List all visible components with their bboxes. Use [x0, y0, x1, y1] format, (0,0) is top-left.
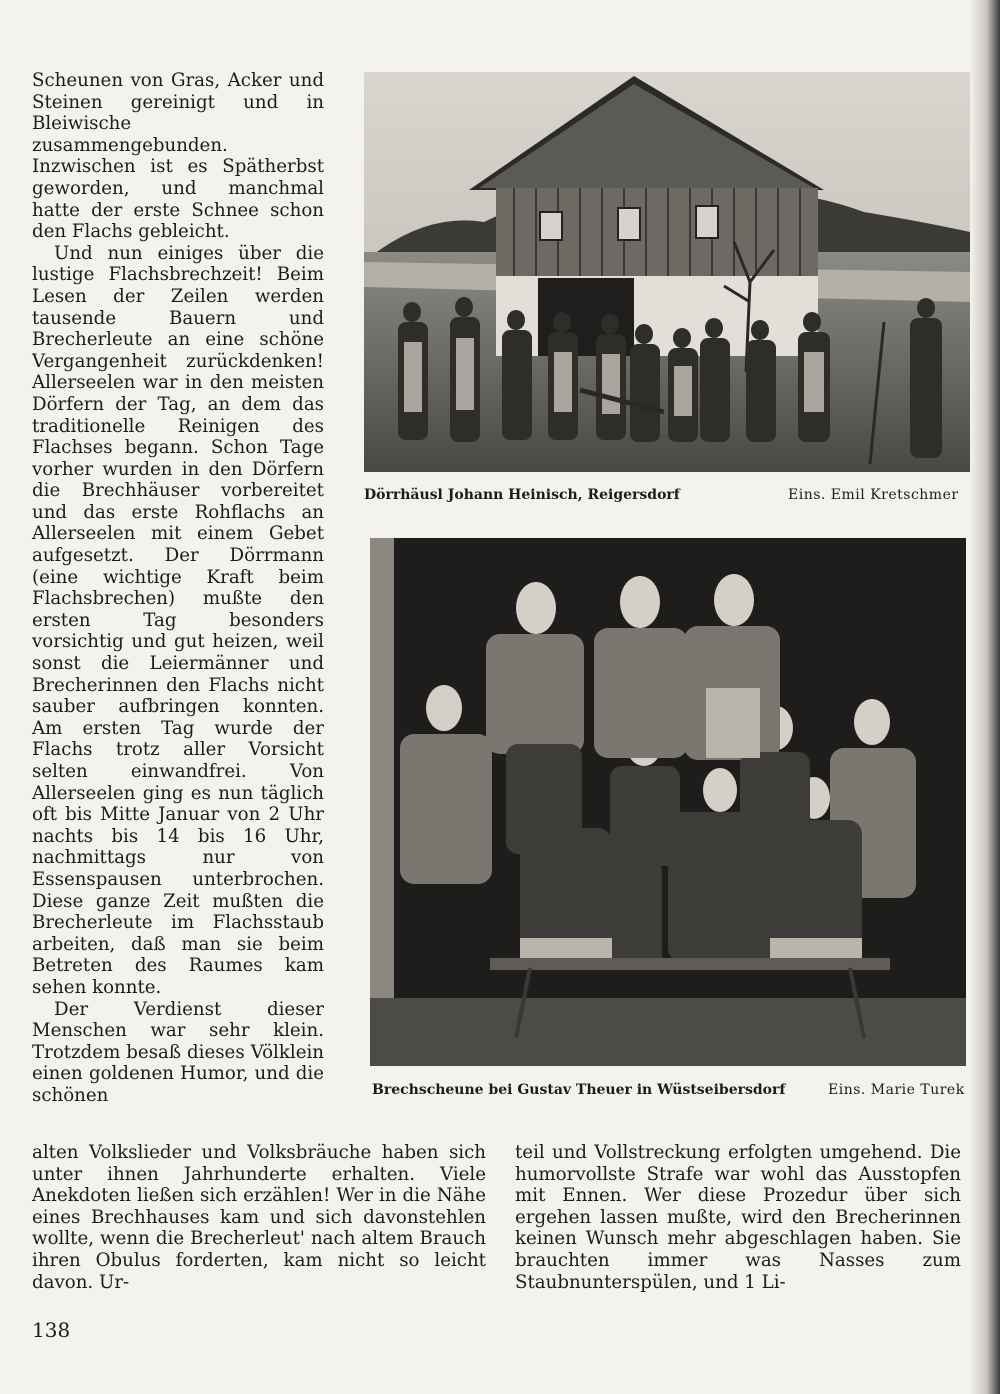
left-column-text [32, 70, 324, 1107]
photo-drying-house-image [364, 72, 970, 472]
left-paragraph-3: Der Verdienst dieser Menschen war sehr klein. Trotzdem besaß dieses Völklein einen goldenen Humor, und die schönen [32, 998, 324, 1106]
bottom-right-paragraph: teil und Vollstreckung erfolgten umgehend. Die humorvollste Strafe war wohl das Ausstopfen mit Ennen. Wer diese Prozedur über sich ergehen lassen mußte, wird den Brecherinnen keinen Wunsch mehr abgeschlagen haben. Sie brauchten immer was Nasses zum Staubnunterspülen, und 1 Li- [515, 1142, 961, 1293]
left-paragraph-2: Und nun einiges über die lustige Flachsbrechzeit! Beim Lesen der Zeilen werden tausende Bauern und Brecherleute an eine schöne Vergangenheit zurückdenken! Allerseelen war in den meisten Dörfern der Tag, an dem das traditionelle Reinigen des Flachses begann. Schon Tage vorher wurden in den Dörfern die Brechhäuser vorbereitet und das erste Rohflachs an Allerseelen mit einem Gebet aufgesetzt. Der Dörrmann (eine wichtige Kraft beim Flachsbrechen) mußte den ersten Tag besonders vorsichtig und gut heizen, weil sonst die Leiermänner und Brecherinnen den Flachs nicht sauber aufbringen konnten. Am ersten Tag wurde der Flachs trotz aller Vorsicht selten einwandfrei. Von Allerseelen ging es nun täglich oft bis Mitte Januar von 2 Uhr nachts bis 14 bis 16 Uhr, nachmittags nur von Essenspausen unterbrochen. Diese ganze Zeit mußten die Brecherleute im Flachsstaub arbeiten, daß man sie beim Betreten des Raumes kam sehen konnte. [32, 242, 324, 998]
bottom-left-paragraph: alten Volkslieder und Volksbräuche haben sich unter ihnen Jahrhunderte erhalten. Viele Anekdoten ließen sich erzählen! Wer in die Nähe eines Brechhauses kam und sich davonstehlen wollte, wenn die Brecherleut' nach altem Brauch ihren Obulus forderten, kam nicht so leicht davon. Ur- [32, 1142, 486, 1293]
photo-drying-house [364, 72, 970, 472]
photo-group-portrait-image [370, 538, 966, 1066]
bottom-left-column-text [32, 1142, 486, 1293]
page-number: 138 [32, 1318, 71, 1342]
left-paragraph-1: Scheunen von Gras, Acker und Steinen gereinigt und in Bleiwische zusammengebunden. Inzwischen ist es Spätherbst geworden, und manchmal hatte der erste Schnee schon den Flachs gebleicht. [32, 70, 324, 243]
page-edge-shadow [970, 0, 1000, 1394]
photo-group-portrait-caption: Brechscheune bei Gustav Theuer in Wüstseibersdorf [372, 1082, 786, 1098]
photo-group-portrait-credit: Eins. Marie Turek [828, 1082, 965, 1098]
photo-drying-house-caption: Dörrhäusl Johann Heinisch, Reigersdorf [364, 487, 680, 503]
photo-group-portrait [370, 538, 966, 1066]
bottom-right-column-text [515, 1142, 961, 1293]
photo-drying-house-credit: Eins. Emil Kretschmer [788, 487, 959, 503]
